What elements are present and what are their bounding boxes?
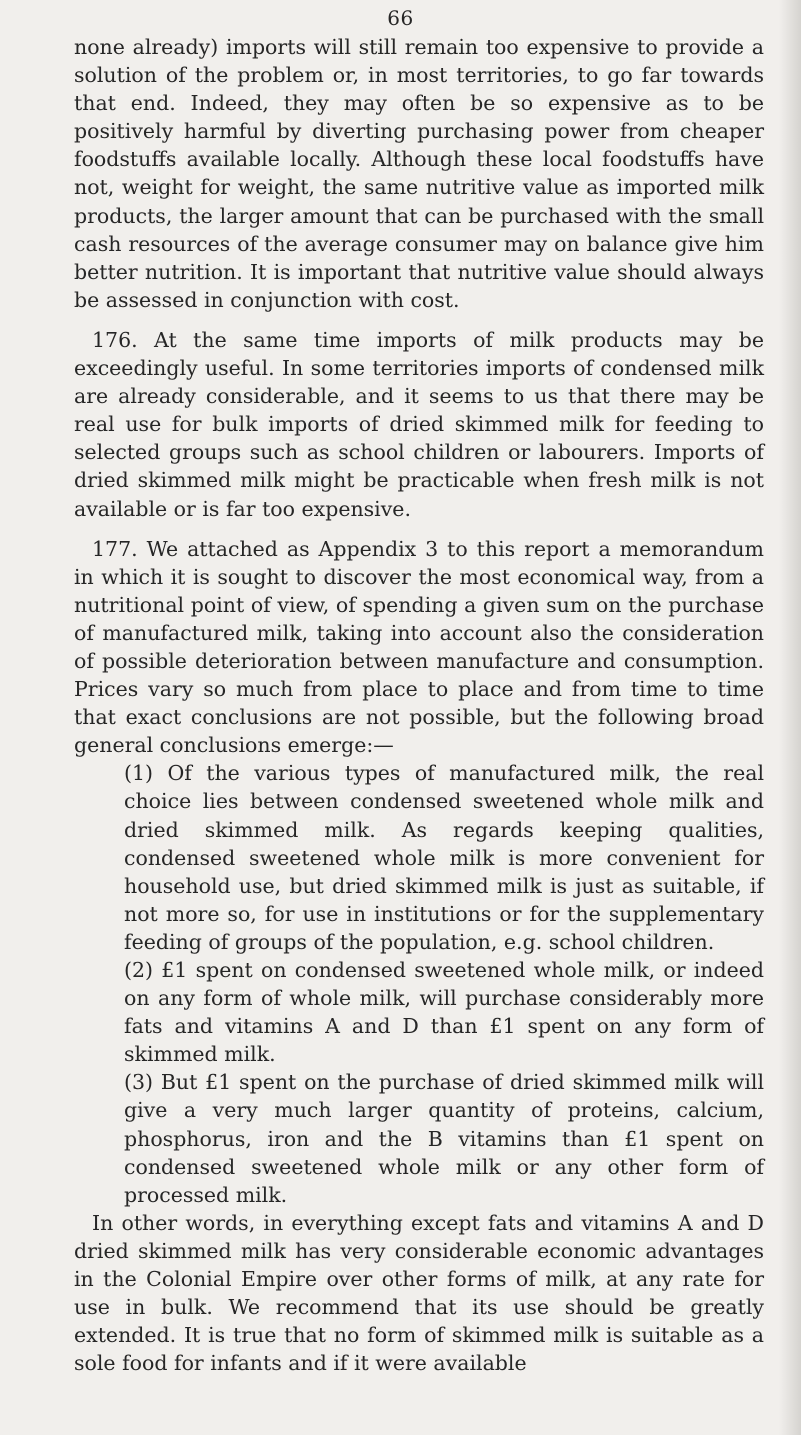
page-edge-shadow (779, 0, 801, 1435)
page-number: 66 (387, 6, 414, 30)
paragraph-177: 177. We attached as Appendix 3 to this report a memorandum in which it is sought to discover the most economical way, from a nutritional point of view, of spending a given sum on the purchase of manufactured milk, taking into account also the consideration of possible deterioration between manufacture and consumption. Prices vary so much from place to place and from time to time that exact conclusions are not possible, but the following broad general conclusions emerge:— (74, 536, 764, 758)
closing-paragraph: In other words, in everything except fats and vitamins A and D dried skimmed milk has very considerable economic advantages in the Colonial Empire over other forms of milk, at any rate for use in bulk. We recommend that its use should be greatly extended. It is true that no form of skimmed milk is suitable as a sole food for infants and if it were available (74, 1210, 764, 1376)
conclusion-2: (2) £1 spent on condensed sweetened whole milk, or indeed on any form of whole milk, will purchase considerably more fats and vitamins A and D than £1 spent on any form of skimmed milk. (124, 958, 764, 1067)
paragraph-continued: none already) imports will still remain too expensive to provide a solution of the problem or, in most territories, to go far towards that end. Indeed, they may often be so expensive as to be positively harmful by diverting purchasing power from cheaper foodstuffs available locally. Although these local foodstuffs have not, weight for weight, the same nutritive value as imported milk products, the larger amount that can be purchased with the small cash resources of the average consumer may on balance give him better nutrition. It is important that nutritive value should always be assessed in conjunction with cost. (74, 35, 764, 312)
paragraph-gap (74, 523, 764, 535)
conclusion-1: (1) Of the various types of manufactured milk, the real choice lies between condensed sweetened whole milk and dried skimmed milk. As regards keeping qualities, condensed sweetened whole milk is more convenient for household use, but dried skimmed milk is just as suitable, if not more so, for use in institutions or for the supplementary feeding of groups of the population, e.g. school children. (124, 761, 764, 954)
body-text (74, 33, 764, 1377)
paragraph-gap (74, 314, 764, 326)
paragraph-176: 176. At the same time imports of milk products may be exceedingly useful. In some territories imports of condensed milk are already considerable, and it seems to us that there may be real use for bulk imports of dried skimmed milk for feeding to selected groups such as school children or labourers. Imports of dried skimmed milk might be practicable when fresh milk is not available or is far too expensive. (74, 327, 764, 521)
conclusion-3: (3) But £1 spent on the purchase of dried skimmed milk will give a very much larger quantity of proteins, calcium, phosphorus, iron and the B vitamins than £1 spent on condensed sweetened whole milk or any other form of processed milk. (124, 1070, 764, 1207)
